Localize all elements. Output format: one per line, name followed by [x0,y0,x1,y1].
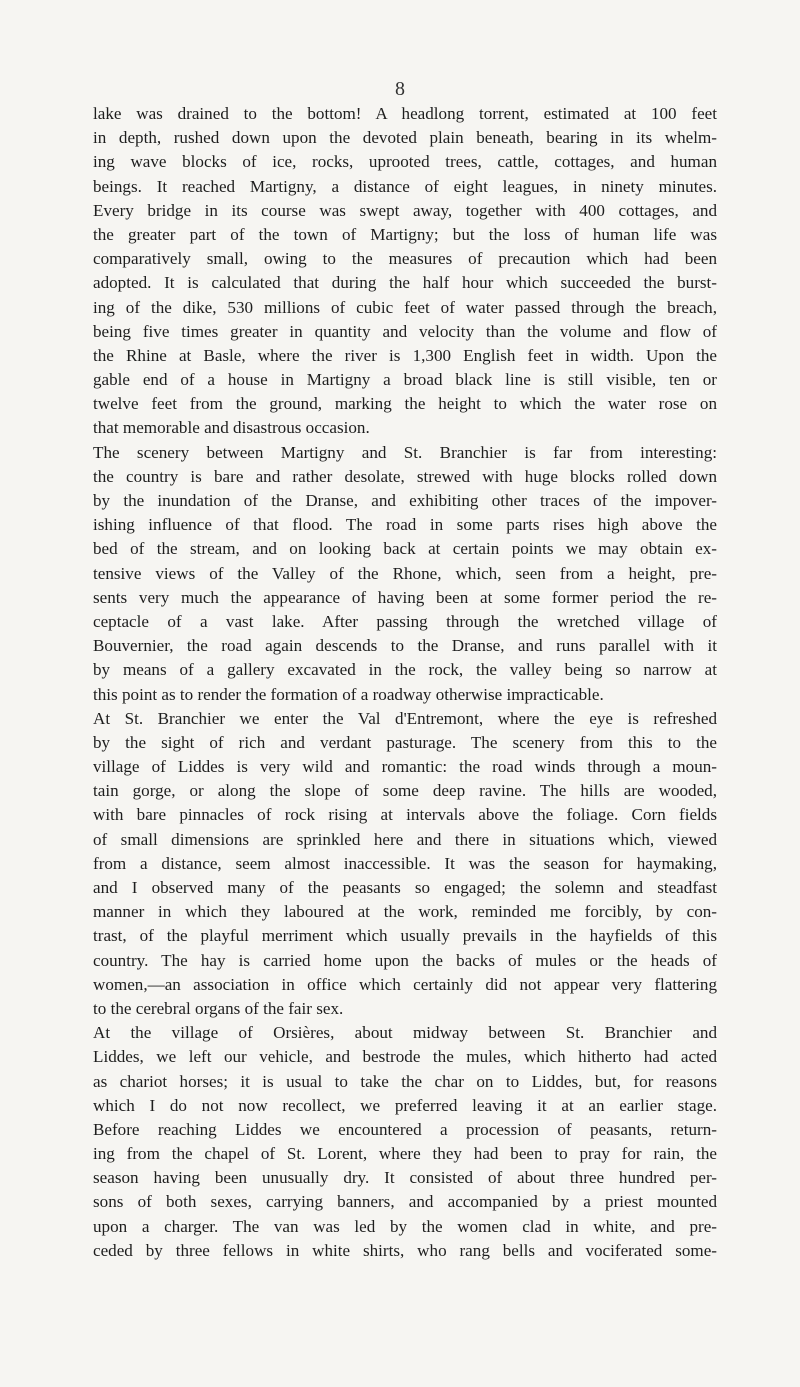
text-line: gable end of a house in Martigny a broad black line is still visible, ten or [93,370,717,390]
text-line: season having been unusually dry. It consisted of about three hundred per- [93,1168,717,1188]
text-line: the Rhine at Basle, where the river is 1,300 English feet in width. Upon the [93,345,717,365]
text-line: adopted. It is calculated that during the half hour which succeeded the burst- [93,273,717,293]
text-line: sons of both sexes, carrying banners, and accompanied by a priest mounted [93,1192,717,1212]
text-line: Before reaching Liddes we encountered a procession of peasants, return- [93,1119,717,1139]
text-line: twelve feet from the ground, marking the height to which the water rose on [93,394,717,414]
text-line: trast, of the playful merriment which usually prevails in the hayfields of this [93,926,717,946]
text-line: tain gorge, or along the slope of some deep ravine. The hills are wooded, [93,781,717,801]
text-line: this point as to render the formation of a roadway otherwise impracticable. [93,684,604,704]
text-line: as chariot horses; it is usual to take the char on to Liddes, but, for reasons [93,1071,717,1091]
text-line: sents very much the appearance of having been at some former period the re- [93,587,717,607]
text-line: with bare pinnacles of rock rising at intervals above the foliage. Corn fields [93,805,717,825]
text-line: to the cerebral organs of the fair sex. [93,998,344,1018]
text-line: of small dimensions are sprinkled here and there in situations which, viewed [93,829,717,849]
text-line: ishing influence of that flood. The road in some parts rises high above the [93,515,717,535]
text-line: beings. It reached Martigny, a distance of eight leagues, in ninety minutes. [93,176,717,196]
text-line: ing of the dike, 530 millions of cubic feet of water passed through the breach, [93,297,717,317]
page-number: 8 [395,78,405,100]
text-line: Every bridge in its course was swept away, together with 400 cottages, and [93,200,717,220]
text-line: and I observed many of the peasants so engaged; the solemn and steadfast [93,878,717,897]
text-line: in depth, rushed down upon the devoted plain beneath, bearing in its whelm- [93,128,717,148]
paragraph [93,707,717,1021]
text-line: The scenery between Martigny and St. Branchier is far from interesting: [93,442,717,462]
text-line: being five times greater in quantity and velocity than the volume and flow of [93,321,717,341]
text-line: by the inundation of the Dranse, and exhibiting other traces of the impover- [93,491,717,510]
text-line: comparatively small, owing to the measures of precaution which had been [93,249,717,269]
text-line: bed of the stream, and on looking back at certain points we may obtain ex- [93,539,717,559]
text-line: Bouvernier, the road again descends to the Dranse, and runs parallel with it [93,636,717,656]
paragraph [93,102,717,441]
text-line: country. The hay is carried home upon the backs of mules or the heads of [93,950,717,970]
text-line: lake was drained to the bottom! A headlong torrent, estimated at 100 feet [93,104,717,123]
text-line: At St. Branchier we enter the Val d'Entremont, where the eye is refreshed [93,708,717,728]
text-line: from a distance, seem almost inaccessible. It was the season for haymaking, [93,853,717,873]
body-text [93,102,717,1263]
text-line: ceptacle of a vast lake. After passing through the wretched village of [93,611,717,631]
text-line: that memorable and disastrous occasion. [93,418,370,438]
text-line: ing wave blocks of ice, rocks, uprooted trees, cattle, cottages, and human [93,152,717,172]
text-line: tensive views of the Valley of the Rhone, which, seen from a height, pre- [93,563,717,583]
paragraph [93,1021,717,1263]
text-line: the greater part of the town of Martigny; but the loss of human life was [93,224,717,244]
text-line: ceded by three fellows in white shirts, who rang bells and vociferated some- [93,1240,717,1260]
text-line: which I do not now recollect, we preferred leaving it at an earlier stage. [93,1095,717,1115]
text-line: Liddes, we left our vehicle, and bestrode the mules, which hitherto had acted [93,1047,717,1067]
text-line: the country is bare and rather desolate, strewed with huge blocks rolled down [93,466,717,486]
text-line: by the sight of rich and verdant pasturage. The scenery from this to the [93,732,717,752]
text-line: At the village of Orsières, about midway between St. Branchier and [93,1023,717,1043]
text-line: by means of a gallery excavated in the rock, the valley being so narrow at [93,660,717,680]
text-line: upon a charger. The van was led by the women clad in white, and pre- [93,1216,717,1236]
paragraph [93,441,717,707]
text-line: ing from the chapel of St. Lorent, where they had been to pray for rain, the [93,1144,717,1164]
text-line: women,—an association in office which certainly did not appear very flattering [93,974,717,994]
text-line: village of Liddes is very wild and romantic: the road winds through a moun- [93,757,717,777]
text-line: manner in which they laboured at the work, reminded me forcibly, by con- [93,902,717,922]
